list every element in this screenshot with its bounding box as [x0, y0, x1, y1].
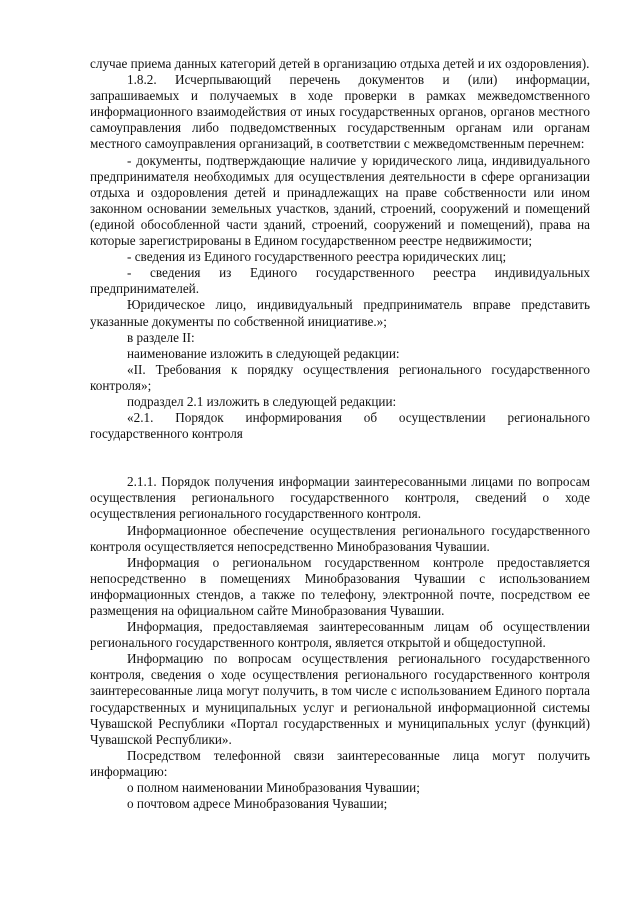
paragraph-1-8-2: 1.8.2. Исчерпывающий перечень документов и (или) информации, запрашиваемых и получаемых в ходе проверки в рамках межведомственного информационного взаимодействия от иных государственных органов, органов местного самоуправления либо подведомственных государственным органам или органам местного самоуправления организаций, в соответствии с межведомственным перечнем:	[90, 72, 590, 152]
paragraph-subsection-2-1-title: «2.1. Порядок информирования об осуществлении регионального государственного контроля	[90, 410, 590, 442]
paragraph-subsection-edit: подраздел 2.1 изложить в следующей редакции:	[127, 393, 397, 409]
paragraph-section-ii: в разделе II:	[127, 329, 195, 345]
paragraph-list-item-egrul: - сведения из Единого государственного реестра юридических лиц;	[127, 249, 507, 265]
paragraph-section-ii-title: «II. Требования к порядку осуществления регионального государственного контроля»;	[90, 361, 590, 393]
paragraph-2-1-1: 2.1.1. Порядок получения информации заинтересованными лицами по вопросам осуществления регионального государственного контроля, сведений о ходе осуществления регионального государственного контроля.	[90, 474, 590, 522]
paragraph-info-portal: Информацию по вопросам осуществления регионального государственного контроля, сведения о ходе осуществления регионального государственного контроля заинтересованные лица могут получить, в том числе с использованием Единого портала государственных и муниципальных услуг и региональной информационной системы Чувашской Республики «Портал государственных и муниципальных услуг (функций) Чувашской Республики».	[90, 651, 590, 747]
paragraph-postal-address: о почтовом адресе Минобразования Чувашии;	[127, 796, 388, 812]
paragraph-info-provision: Информация о региональном государственном контроле предоставляется непосредственно в помещениях Минобразования Чувашии с использованием информационных стендов, а также по телефону, электронной почте, посредством ее размещения на официальном сайте Минобразования Чувашии.	[90, 554, 590, 618]
paragraph-initiative: Юридическое лицо, индивидуальный предприниматель вправе представить указанные документы по собственной инициативе.»;	[90, 297, 590, 329]
paragraph-title-edit: наименование изложить в следующей редакции:	[127, 345, 400, 361]
paragraph-phone-info: Посредством телефонной связи заинтересованные лица могут получить информацию:	[90, 747, 590, 779]
paragraph-full-name: о полном наименовании Минобразования Чувашии;	[127, 780, 420, 796]
paragraph-continuation: случае приема данных категорий детей в организацию отдыха детей и их оздоровления).	[90, 56, 590, 71]
paragraph-info-support: Информационное обеспечение осуществления регионального государственного контроля осуществляется непосредственно Минобразования Чувашии.	[90, 522, 590, 554]
paragraph-list-item-documents: - документы, подтверждающие наличие у юридического лица, индивидуального предпринимателя необходимых для осуществления деятельности в сфере организации отдыха и оздоровления детей и принадлежащих на праве собственности или ином законном основании земельных участков, зданий, строений, сооружений и помещений (единой обособленной части зданий, строений, сооружений и помещений), права на которые зарегистрированы в Едином государственном реестре недвижимости;	[90, 152, 590, 249]
document-text	[90, 56, 590, 812]
paragraph-gap	[90, 442, 590, 474]
paragraph-list-item-egrip: - сведения из Единого государственного реестра индивидуальных предпринимателей.	[90, 265, 590, 297]
paragraph-info-open: Информация, предоставляемая заинтересованным лицам об осуществлении регионального государственного контроля, является открытой и общедоступной.	[90, 619, 590, 651]
